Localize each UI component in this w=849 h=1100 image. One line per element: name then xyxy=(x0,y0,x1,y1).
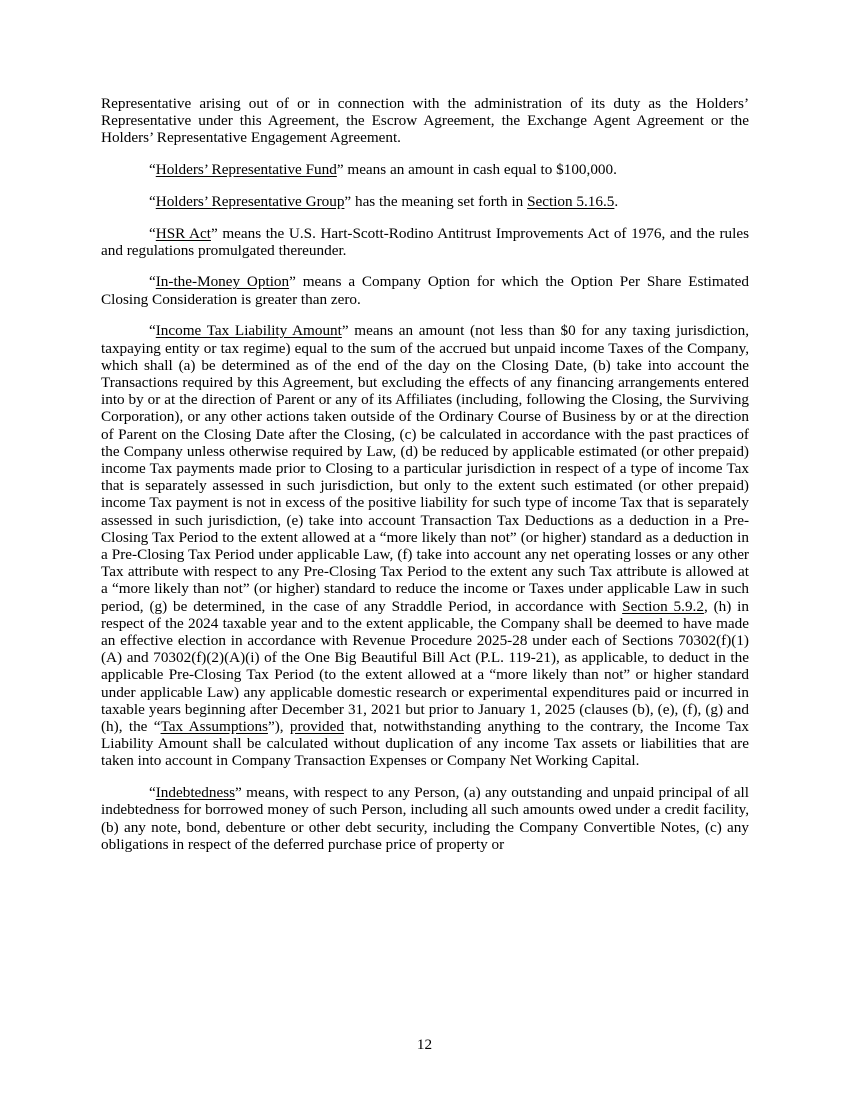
defined-term: Indebtedness xyxy=(155,784,236,802)
section-reference: Section 5.9.2 xyxy=(622,597,704,615)
defined-term: Income Tax Liability Amount xyxy=(155,322,342,340)
definition-text: means an amount in cash equal to $100,000. xyxy=(343,161,617,179)
definition-text: has the meaning set forth in xyxy=(351,192,528,210)
defined-term-tax-assumptions: Tax Assumptions xyxy=(160,718,268,735)
defined-term: HSR Act xyxy=(155,224,211,242)
paragraph-continuation xyxy=(101,95,749,147)
definition-text: means an amount (not less than $0 for any taxing jurisdiction, taxpaying entity or tax regime) equal to the sum of the accrued but unpaid income Taxes of the Company, which shall (a) be determined as of the end of the day on the Closing Date, (b) take into account the Transactions required by this Agreement, but excluding the effects of any financing arrangements entered into by or at the direction of Parent or any of its Affiliates (including, following the Closing, the Surviving Corporation), or any other actions taken outside of the Ordinary Course of Business by or at the direction of Parent on the Closing Date after the Closing, (c) be calculated in accordance with the past practices of the Company unless otherwise required by Law, (d) be reduced by applicable estimated (or other prepaid) income Tax payments made prior to Closing to a particular jurisdiction in respect of a type of income Tax that is separately assessed in such jurisdiction, but only to the extent such estimated (or other prepaid) income Tax payment is not in excess of the positive liability for such type of income Tax that is separately assessed in such jurisdiction, (e) take into account Transaction Tax Deductions as a deduction in a Pre-Closing Tax Period to the extent allowed at a “more likely than not” (or higher) standard as a deduction in a Pre-Closing Tax Period under applicable Law, (f) take into account any net operating losses or any other Tax attribute with respect to any Pre-Closing Tax Period to the extent any such Tax attribute is allowed at a “more likely than not” (or higher) standard to reduce the income or Taxes under applicable Law in such period, (g) be determined, in the case of any Straddle Period, in accordance with xyxy=(101,322,749,615)
definition-text: means, with respect to any Person, (a) any outstanding and unpaid principal of all indebtedness for borrowed money of such Person, including all such amounts owed under a credit facility, (b) any note, bond, debenture or other debt security, including the Company Convertible Notes, (c) any obligations in respect of the deferred purchase price of property or xyxy=(101,784,749,853)
definition-holders-representative-group: “Holders’ Representative Group” has the meaning set forth in Section 5.16.5. xyxy=(149,192,619,210)
provided-keyword: provided xyxy=(289,718,344,735)
paragraph-text: Representative arising out of or in connection with the administration of its duty as the Holders’ Representative under this Agreement, the Escrow Agreement, the Exchange Agent Agreement or the Holders’ Representative Engagement Agreement. xyxy=(101,95,749,147)
definition-text: means the U.S. Hart-Scott-Rodino Antitrust Improvements Act of 1976, and the rules and regulations promulgated thereunder. xyxy=(101,224,750,259)
page-body xyxy=(101,95,749,867)
defined-term: Holders’ Representative Group xyxy=(155,192,345,210)
definition-text: , (h) in respect of the 2024 taxable year and to the extent applicable, the Company shall be deemed to have made an effective election in accordance with Revenue Procedure 2025-28 under each of Sections 70302(f)(1)(A) and 70302(f)(2)(A)(i) of the One Big Beautiful Bill Act (P.L. 119-21), as applicable, to deduct in the applicable Pre-Closing Tax Period (to the extent allowed at a “more likely than not” or higher standard under applicable Law) any applicable domestic research or experimental expenditures paid or incurred in taxable years beginning after December 31, 2021 but prior to January 1, 2025 (clauses (b), (e), (f), (g) and (h), the “ xyxy=(101,597,749,735)
definition-income-tax-liability-amount: “Income Tax Liability Amount” means an amount (not less than $0 for any taxing jurisdiction, taxpaying entity or tax regime) equal to the sum of the accrued but unpaid income Taxes of the Company, which shall (a) be determined as of the end of the day on the Closing Date, (b) take into account the Transactions required by this Agreement, but excluding the effects of any financing arrangements entered into by or at the direction of Parent or any of its Affiliates (including, following the Closing, the Surviving Corporation), or any other actions taken outside of the Ordinary Course of Business by or at the direction of Parent on the Closing Date after the Closing, (c) be calculated in accordance with the past practices of the Company unless otherwise required by Law, (d) be reduced by applicable estimated (or other prepaid) income Tax payments made prior to Closing to a particular jurisdiction in respect of a type of income Tax that is separately assessed in such jurisdiction, but only to the extent such estimated (or other prepaid) income Tax payment is not in excess of the positive liability for such type of income Tax that is separately assessed in such jurisdiction, (e) take into account Transaction Tax Deductions as a deduction in a Pre-Closing Tax Period to the extent allowed at a “more likely than not” (or higher) standard as a deduction in a Pre-Closing Tax Period under applicable Law, (f) take into account any net operating losses or any other Tax attribute with respect to any Pre-Closing Tax Period to the extent any such Tax attribute is allowed at a “more likely than not” (or higher) standard to reduce the income or Taxes under applicable Law in such period, (g) be determined, in the case of any Straddle Period, in accordance with Section 5.9.2, (h) in respect of the 2024 taxable year and to the extent applicable, the Company shall be deemed to have made an effective election in accordance with Revenue Procedure 2025-28 under each of Sections 70302(f)(1)(A) and 70302(f)(2)(A)(i) of the One Big Beautiful Bill Act (P.L. 119-21), as applicable, to deduct in the applicable Pre-Closing Tax Period (to the extent allowed at a “more likely than not” or higher standard under applicable Law) any applicable domestic research or experimental expenditures paid or incurred in taxable years beginning after December 31, 2021 but prior to January 1, 2025 (clauses (b), (e), (f), (g) and (h), the “Tax Assumptions”), provided that, notwithstanding anything to the contrary, the Income Tax Liability Amount shall be calculated without duplication of any income Tax assets or liabilities that are taken into account in Company Transaction Expenses or Company Net Working Capital. xyxy=(101,322,749,770)
defined-term: Holders’ Representative Fund xyxy=(155,161,337,179)
definition-holders-representative-fund: “Holders’ Representative Fund” means an amount in cash equal to $100,000. xyxy=(149,161,617,179)
section-reference: Section 5.16.5 xyxy=(527,192,615,210)
definition-hsr-act: “HSR Act” means the U.S. Hart-Scott-Rodino Antitrust Improvements Act of 1976, and the rules and regulations promulgated thereunder. xyxy=(101,224,750,259)
definition-text: that, notwithstanding anything to the contrary, the Income Tax Liability Amount shall be calculated without duplication of any income Tax assets or liabilities that are taken into account in Company Transaction Expenses or Company Net Working Capital. xyxy=(101,718,749,770)
page-number: 12 xyxy=(416,1036,433,1053)
definition-indebtedness: “Indebtedness” means, with respect to any Person, (a) any outstanding and unpaid principal of all indebtedness for borrowed money of such Person, including all such amounts owed under a credit facility, (b) any note, bond, debenture or other debt security, including the Company Convertible Notes, (c) any obligations in respect of the deferred purchase price of property or xyxy=(101,784,749,853)
definition-text: means a Company Option for which the Option Per Share Estimated Closing Consideration is greater than zero. xyxy=(101,273,749,308)
defined-term: In-the-Money Option xyxy=(155,273,290,291)
definition-in-the-money-option: “In-the-Money Option” means a Company Option for which the Option Per Share Estimated Closing Consideration is greater than zero. xyxy=(101,273,749,308)
